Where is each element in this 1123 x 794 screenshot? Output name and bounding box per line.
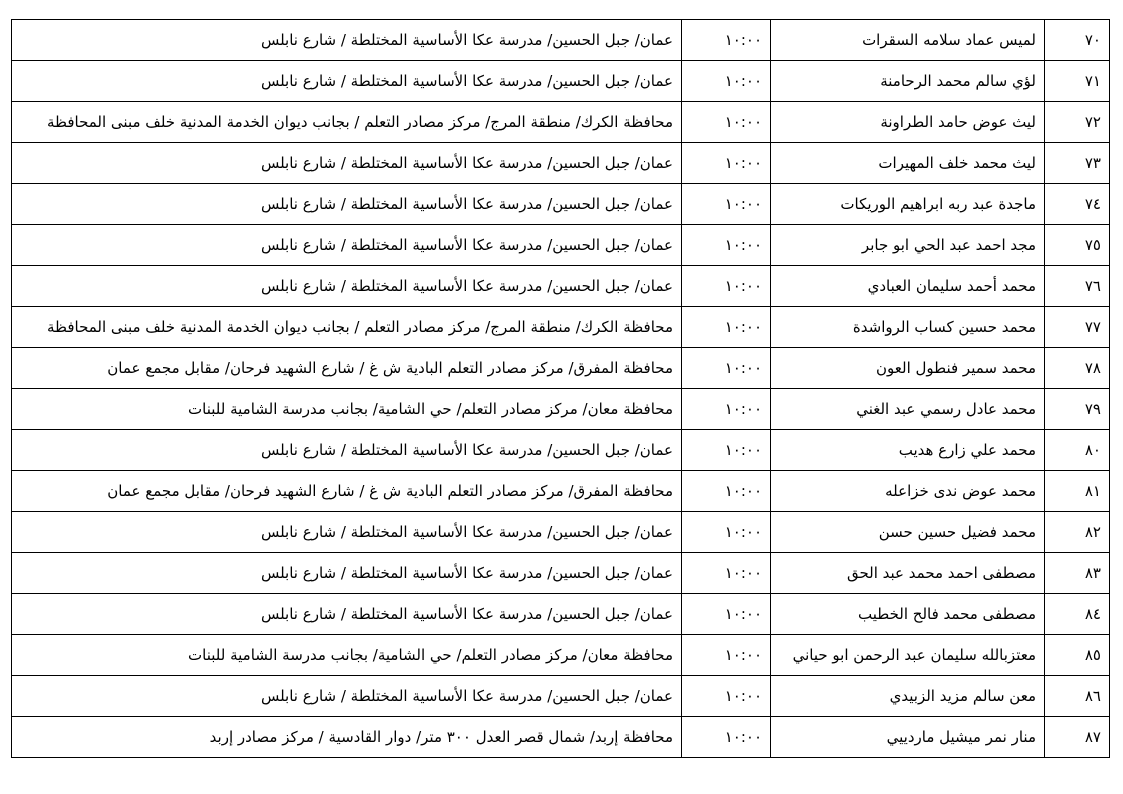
person-name: محمد حسين كساب الرواشدة (771, 307, 1045, 348)
appointment-location: عمان/ جبل الحسين/ مدرسة عكا الأساسية المختلطة / شارع نابلس (12, 553, 682, 594)
row-number: ٨٦ (1045, 676, 1110, 717)
table-row (12, 102, 1110, 143)
table-row (12, 430, 1110, 471)
person-name: ليث محمد خلف المهيرات (771, 143, 1045, 184)
appointment-location: محافظة الكرك/ منطقة المرج/ مركز مصادر التعلم / بجانب ديوان الخدمة المدنية خلف مبنى المحافظة (12, 102, 682, 143)
appointment-location: محافظة معان/ مركز مصادر التعلم/ حي الشامية/ بجانب مدرسة الشامية للبنات (12, 635, 682, 676)
table-row (12, 512, 1110, 553)
row-number: ٧٤ (1045, 184, 1110, 225)
appointment-location: عمان/ جبل الحسين/ مدرسة عكا الأساسية المختلطة / شارع نابلس (12, 143, 682, 184)
row-number: ٨٣ (1045, 553, 1110, 594)
table-row (12, 20, 1110, 61)
schedule-rows (12, 20, 1110, 758)
table-row (12, 635, 1110, 676)
person-name: مصطفى محمد فالح الخطيب (771, 594, 1045, 635)
row-number: ٨٧ (1045, 717, 1110, 758)
appointment-location: عمان/ جبل الحسين/ مدرسة عكا الأساسية المختلطة / شارع نابلس (12, 184, 682, 225)
appointment-time: ١٠:٠٠ (682, 635, 771, 676)
appointment-time: ١٠:٠٠ (682, 676, 771, 717)
appointment-location: عمان/ جبل الحسين/ مدرسة عكا الأساسية المختلطة / شارع نابلس (12, 266, 682, 307)
person-name: محمد عادل رسمي عبد الغني (771, 389, 1045, 430)
row-number: ٧٩ (1045, 389, 1110, 430)
person-name: محمد عوض ندى خزاعله (771, 471, 1045, 512)
person-name: لميس عماد سلامه السقرات (771, 20, 1045, 61)
appointment-location: عمان/ جبل الحسين/ مدرسة عكا الأساسية المختلطة / شارع نابلس (12, 594, 682, 635)
appointment-location: محافظة المفرق/ مركز مصادر التعلم البادية ش غ / شارع الشهيد فرحان/ مقابل مجمع عمان (12, 348, 682, 389)
appointment-location: عمان/ جبل الحسين/ مدرسة عكا الأساسية المختلطة / شارع نابلس (12, 512, 682, 553)
appointment-location: محافظة المفرق/ مركز مصادر التعلم البادية ش غ / شارع الشهيد فرحان/ مقابل مجمع عمان (12, 471, 682, 512)
appointment-time: ١٠:٠٠ (682, 512, 771, 553)
person-name: معتزبالله سليمان عبد الرحمن ابو حياني (771, 635, 1045, 676)
table-row (12, 389, 1110, 430)
appointment-location: عمان/ جبل الحسين/ مدرسة عكا الأساسية المختلطة / شارع نابلس (12, 676, 682, 717)
table-row (12, 594, 1110, 635)
row-number: ٧٦ (1045, 266, 1110, 307)
appointment-location: محافظة إربد/ شمال قصر العدل ٣٠٠ متر/ دوار القادسية / مركز مصادر إربد (12, 717, 682, 758)
appointment-time: ١٠:٠٠ (682, 389, 771, 430)
table-row (12, 471, 1110, 512)
appointment-location: محافظة معان/ مركز مصادر التعلم/ حي الشامية/ بجانب مدرسة الشامية للبنات (12, 389, 682, 430)
row-number: ٧٠ (1045, 20, 1110, 61)
table-row (12, 61, 1110, 102)
row-number: ٧٧ (1045, 307, 1110, 348)
appointment-time: ١٠:٠٠ (682, 594, 771, 635)
schedule-table (11, 19, 1110, 758)
appointment-time: ١٠:٠٠ (682, 717, 771, 758)
table-row (12, 184, 1110, 225)
appointment-time: ١٠:٠٠ (682, 471, 771, 512)
person-name: ماجدة عبد ربه ابراهيم الوريكات (771, 184, 1045, 225)
appointment-location: عمان/ جبل الحسين/ مدرسة عكا الأساسية المختلطة / شارع نابلس (12, 225, 682, 266)
appointment-time: ١٠:٠٠ (682, 143, 771, 184)
person-name: معن سالم مزيد الزبيدي (771, 676, 1045, 717)
table-row (12, 717, 1110, 758)
row-number: ٨٢ (1045, 512, 1110, 553)
appointment-time: ١٠:٠٠ (682, 266, 771, 307)
person-name: منار نمر ميشيل ماردييي (771, 717, 1045, 758)
person-name: مصطفى احمد محمد عبد الحق (771, 553, 1045, 594)
row-number: ٨٠ (1045, 430, 1110, 471)
appointment-location: عمان/ جبل الحسين/ مدرسة عكا الأساسية المختلطة / شارع نابلس (12, 61, 682, 102)
appointment-location: عمان/ جبل الحسين/ مدرسة عكا الأساسية المختلطة / شارع نابلس (12, 20, 682, 61)
row-number: ٧٨ (1045, 348, 1110, 389)
appointment-time: ١٠:٠٠ (682, 430, 771, 471)
row-number: ٧٣ (1045, 143, 1110, 184)
person-name: ليث عوض حامد الطراونة (771, 102, 1045, 143)
table-row (12, 676, 1110, 717)
table-row (12, 143, 1110, 184)
appointment-time: ١٠:٠٠ (682, 553, 771, 594)
person-name: محمد علي زارع هديب (771, 430, 1045, 471)
row-number: ٨١ (1045, 471, 1110, 512)
appointment-time: ١٠:٠٠ (682, 20, 771, 61)
appointment-time: ١٠:٠٠ (682, 61, 771, 102)
row-number: ٧٢ (1045, 102, 1110, 143)
appointment-time: ١٠:٠٠ (682, 307, 771, 348)
appointment-location: عمان/ جبل الحسين/ مدرسة عكا الأساسية المختلطة / شارع نابلس (12, 430, 682, 471)
appointment-location: محافظة الكرك/ منطقة المرج/ مركز مصادر التعلم / بجانب ديوان الخدمة المدنية خلف مبنى المحافظة (12, 307, 682, 348)
appointment-time: ١٠:٠٠ (682, 225, 771, 266)
appointment-time: ١٠:٠٠ (682, 348, 771, 389)
table-row (12, 348, 1110, 389)
table-row (12, 266, 1110, 307)
person-name: محمد فضيل حسين حسن (771, 512, 1045, 553)
row-number: ٧١ (1045, 61, 1110, 102)
row-number: ٨٤ (1045, 594, 1110, 635)
person-name: محمد أحمد سليمان العبادي (771, 266, 1045, 307)
row-number: ٧٥ (1045, 225, 1110, 266)
table-row (12, 225, 1110, 266)
row-number: ٨٥ (1045, 635, 1110, 676)
person-name: لؤي سالم محمد الرحامنة (771, 61, 1045, 102)
table-row (12, 553, 1110, 594)
appointment-time: ١٠:٠٠ (682, 184, 771, 225)
appointment-time: ١٠:٠٠ (682, 102, 771, 143)
table-row (12, 307, 1110, 348)
person-name: مجد احمد عبد الحي ابو جابر (771, 225, 1045, 266)
person-name: محمد سمير فنطول العون (771, 348, 1045, 389)
